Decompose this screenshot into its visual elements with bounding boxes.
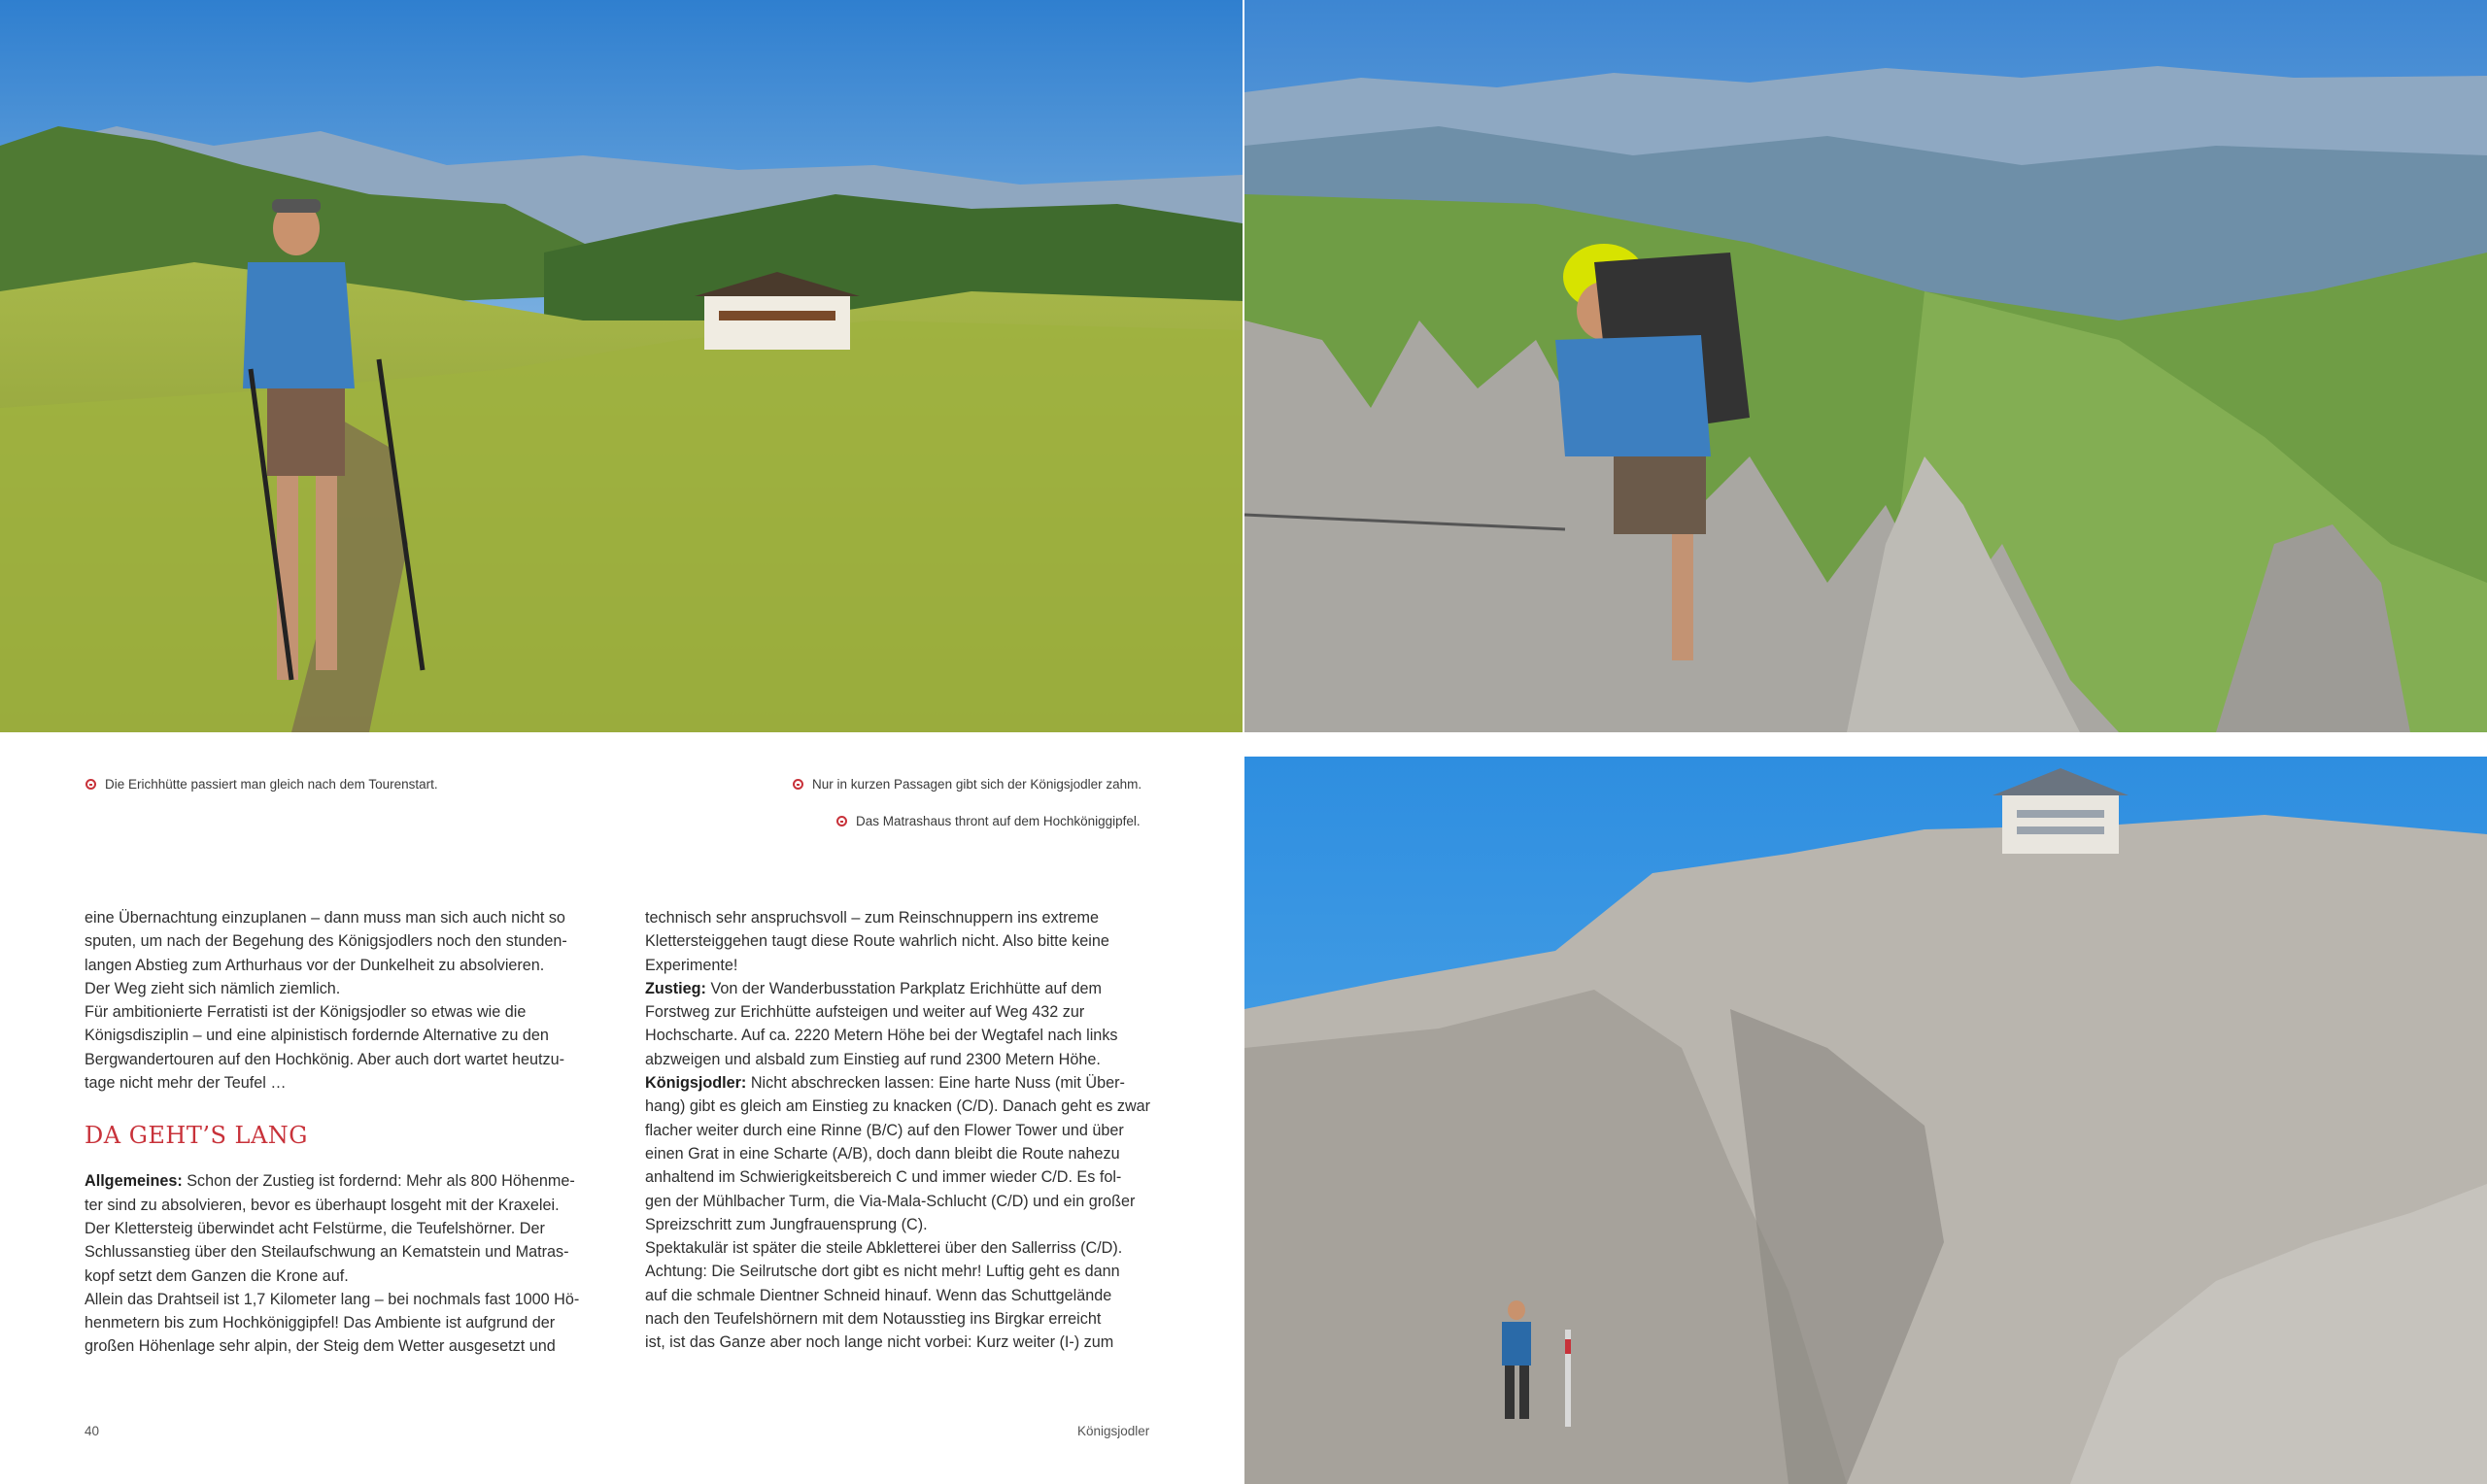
arrow-up-right-icon [793, 779, 803, 790]
body-text: Schon der Zustieg ist fordernd: Mehr als 800 Höhenme- [182, 1172, 575, 1191]
arrow-right-icon [836, 816, 847, 826]
running-title: Königsjodler [1077, 1424, 1150, 1438]
label-allgemeines: Allgemeines: [85, 1172, 183, 1191]
text-column-right [645, 906, 1152, 1355]
body-text: Von der Wanderbusstation Parkplatz Erichhütte auf dem [705, 979, 1102, 997]
body-line [85, 1169, 592, 1193]
photo-summit-hut [1244, 757, 2487, 1484]
body-line: Forstweg zur Erichhütte aufsteigen und weiter auf Weg 432 zur [645, 1003, 1085, 1022]
body-line: Spreizschritt zum Jungfrauensprung (C). [645, 1215, 928, 1233]
body-line: eine Übernachtung einzuplanen – dann muss man sich auch nicht so [85, 909, 565, 927]
body-line: Allein das Drahtseil ist 1,7 Kilometer lang – bei nochmals fast 1000 Hö- [85, 1290, 580, 1308]
body-line: flacher weiter durch eine Rinne (B/C) auf den Flower Tower und über [645, 1121, 1124, 1139]
body-line: tage nicht mehr der Teufel … [85, 1074, 287, 1093]
body-line: nach den Teufelshörnern mit dem Notausstieg ins Birgkar erreicht [645, 1310, 1102, 1329]
body-line: großen Höhenlage sehr alpin, der Steig dem Wetter ausgesetzt und [85, 1337, 556, 1356]
body-line [645, 1071, 1152, 1095]
body-line: Für ambitionierte Ferratisti ist der Königsjodler so etwas wie die [85, 1003, 527, 1022]
body-line: henmetern bis zum Hochköniggipfel! Das Ambiente ist aufgrund der [85, 1314, 556, 1332]
body-line: Königsdisziplin – und eine alpinistisch fordernde Alternative zu den [85, 1027, 549, 1045]
body-line: technisch sehr anspruchsvoll – zum Reinschnuppern ins extreme [645, 909, 1099, 927]
body-line: Spektakulär ist später die steile Abkletterei über den Sallerriss (C/D). [645, 1239, 1123, 1258]
caption-text: Die Erichhütte passiert man gleich nach dem Tourenstart. [105, 777, 438, 792]
arrow-up-left-icon [85, 779, 96, 790]
caption-erichhuette [85, 777, 438, 792]
caption-matrashaus [836, 814, 1141, 828]
caption-koenigsjodler [793, 777, 1141, 792]
body-line: ter sind zu absolvieren, bevor es überhaupt losgeht mit der Kraxelei. [85, 1196, 560, 1214]
body-line: Hochscharte. Auf ca. 2220 Metern Höhe bei der Wegtafel nach links [645, 1027, 1118, 1045]
body-line: kopf setzt dem Ganzen die Krone auf. [85, 1266, 349, 1285]
body-line [645, 977, 1152, 1000]
label-koenigsjodler: Königsjodler: [645, 1074, 747, 1093]
body-line: Der Klettersteig überwindet acht Felstürme, die Teufelshörner. Der [85, 1219, 545, 1237]
photo-hiker-meadow [0, 0, 1243, 732]
label-zustieg: Zustieg: [645, 979, 706, 997]
photo-climber-ridge [1244, 0, 2487, 732]
body-line: Der Weg zieht sich nämlich ziemlich. [85, 979, 341, 997]
body-text: Nicht abschrecken lassen: Eine harte Nuss (mit Über- [746, 1074, 1125, 1093]
body-line: auf die schmale Dientner Schneid hinauf. Wenn das Schuttgelände [645, 1286, 1112, 1304]
body-line: hang) gibt es gleich am Einstieg zu knacken (C/D). Danach geht es zwar [645, 1097, 1151, 1116]
body-line: anhaltend im Schwierigkeitsbereich C und immer wieder C/D. Es fol- [645, 1168, 1122, 1187]
section-heading: DA GEHT’S LANG [85, 1122, 308, 1150]
body-line: Bergwandertouren auf den Hochkönig. Aber auch dort wartet heutzu- [85, 1050, 565, 1068]
body-line: Klettersteiggehen taugt diese Route wahrlich nicht. Also bitte keine [645, 932, 1109, 951]
page-number: 40 [85, 1424, 100, 1438]
body-line: langen Abstieg zum Arthurhaus vor der Dunkelheit zu absolvieren. [85, 956, 545, 974]
caption-text: Nur in kurzen Passagen gibt sich der Königsjodler zahm. [812, 777, 1142, 792]
body-line: ist, ist das Ganze aber noch lange nicht vorbei: Kurz weiter (I-) zum [645, 1333, 1114, 1352]
caption-text: Das Matrashaus thront auf dem Hochköniggipfel. [856, 814, 1141, 828]
body-line: abzweigen und alsbald zum Einstieg auf rund 2300 Metern Höhe. [645, 1050, 1101, 1068]
body-line: sputen, um nach der Begehung des Königsjodlers noch den stunden- [85, 932, 567, 951]
body-line: gen der Mühlbacher Turm, die Via-Mala-Schlucht (C/D) und ein großer [645, 1192, 1136, 1210]
body-line: Achtung: Die Seilrutsche dort gibt es nicht mehr! Luftig geht es dann [645, 1263, 1120, 1281]
body-line: Experimente! [645, 956, 738, 974]
text-column-left [85, 906, 592, 1359]
body-line: einen Grat in eine Scharte (A/B), doch dann bleibt die Route nahezu [645, 1144, 1120, 1163]
body-line: Schlussanstieg über den Steilaufschwung an Kematstein und Matras- [85, 1243, 569, 1262]
